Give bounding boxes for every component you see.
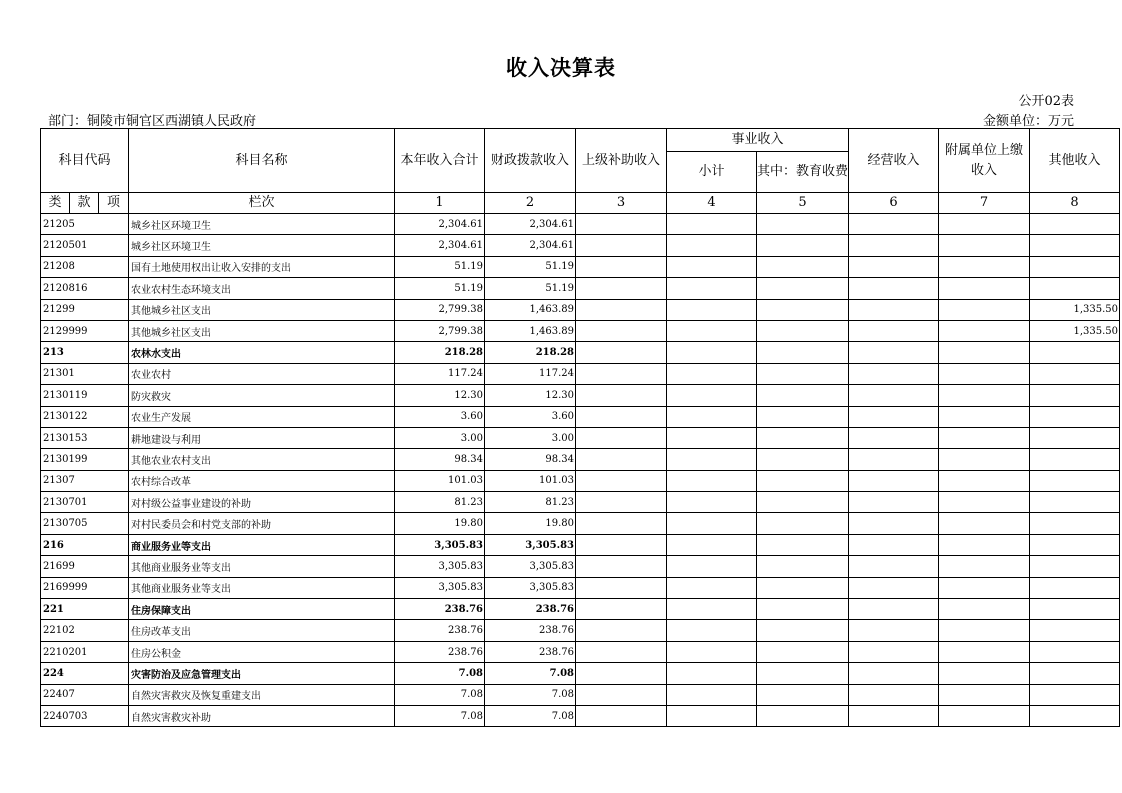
table-row — [41, 470, 1120, 491]
header-superior: 上级补助收入 — [576, 129, 667, 193]
cell-superior — [576, 256, 667, 277]
cell-education-fees — [757, 278, 849, 299]
table-row — [41, 492, 1120, 513]
cell-affiliated — [939, 342, 1030, 363]
table-row — [41, 320, 1120, 341]
cell-business-subtotal — [667, 299, 757, 320]
cell-code: 2120816 — [41, 278, 129, 299]
cell-other — [1030, 534, 1120, 555]
cell-business-subtotal — [667, 556, 757, 577]
cell-total: 3.60 — [395, 406, 485, 427]
cell-affiliated — [939, 641, 1030, 662]
cell-affiliated — [939, 427, 1030, 448]
cell-operating — [849, 342, 939, 363]
cell-operating — [849, 556, 939, 577]
cell-education-fees — [757, 256, 849, 277]
cell-other — [1030, 599, 1120, 620]
cell-name: 其他农业农村支出 — [129, 449, 395, 470]
cell-affiliated — [939, 214, 1030, 235]
cell-education-fees — [757, 684, 849, 705]
header-kuan: 款 — [70, 193, 99, 214]
table-row — [41, 705, 1120, 726]
cell-total: 7.08 — [395, 663, 485, 684]
cell-fiscal: 1,463.89 — [485, 299, 576, 320]
column-number: 6 — [849, 193, 939, 214]
table-row — [41, 214, 1120, 235]
cell-fiscal: 1,463.89 — [485, 320, 576, 341]
cell-name: 耕地建设与利用 — [129, 427, 395, 448]
cell-operating — [849, 256, 939, 277]
cell-business-subtotal — [667, 214, 757, 235]
table-row — [41, 256, 1120, 277]
cell-business-subtotal — [667, 577, 757, 598]
cell-superior — [576, 663, 667, 684]
header-column-order: 栏次 — [129, 193, 395, 214]
cell-superior — [576, 449, 667, 470]
cell-total: 2,304.61 — [395, 214, 485, 235]
cell-other — [1030, 513, 1120, 534]
cell-name: 住房公积金 — [129, 641, 395, 662]
table-row — [41, 449, 1120, 470]
cell-superior — [576, 492, 667, 513]
cell-operating — [849, 599, 939, 620]
cell-total: 3,305.83 — [395, 534, 485, 555]
cell-name: 农业生产发展 — [129, 406, 395, 427]
cell-operating — [849, 214, 939, 235]
cell-other — [1030, 705, 1120, 726]
cell-education-fees — [757, 620, 849, 641]
cell-superior — [576, 278, 667, 299]
table-row — [41, 342, 1120, 363]
cell-business-subtotal — [667, 513, 757, 534]
cell-code: 213 — [41, 342, 129, 363]
header-name: 科目名称 — [129, 129, 395, 193]
cell-other — [1030, 449, 1120, 470]
income-table — [40, 128, 1120, 727]
cell-operating — [849, 406, 939, 427]
cell-superior — [576, 705, 667, 726]
cell-business-subtotal — [667, 492, 757, 513]
cell-total: 19.80 — [395, 513, 485, 534]
cell-affiliated — [939, 299, 1030, 320]
cell-code: 21301 — [41, 363, 129, 384]
cell-business-subtotal — [667, 235, 757, 256]
cell-business-subtotal — [667, 320, 757, 341]
cell-fiscal: 98.34 — [485, 449, 576, 470]
cell-superior — [576, 342, 667, 363]
cell-total: 7.08 — [395, 684, 485, 705]
cell-fiscal: 51.19 — [485, 256, 576, 277]
cell-business-subtotal — [667, 470, 757, 491]
cell-name: 其他城乡社区支出 — [129, 299, 395, 320]
cell-total: 117.24 — [395, 363, 485, 384]
cell-name: 其他商业服务业等支出 — [129, 556, 395, 577]
header-education: 其中：教育收费 — [757, 152, 849, 193]
cell-other — [1030, 385, 1120, 406]
cell-affiliated — [939, 599, 1030, 620]
cell-business-subtotal — [667, 534, 757, 555]
header-lei: 类 — [41, 193, 70, 214]
cell-other — [1030, 363, 1120, 384]
cell-superior — [576, 684, 667, 705]
cell-code: 21205 — [41, 214, 129, 235]
table-row — [41, 278, 1120, 299]
cell-code: 2120501 — [41, 235, 129, 256]
cell-affiliated — [939, 577, 1030, 598]
cell-superior — [576, 406, 667, 427]
cell-superior — [576, 620, 667, 641]
cell-fiscal: 3,305.83 — [485, 556, 576, 577]
cell-fiscal: 12.30 — [485, 385, 576, 406]
table-row — [41, 235, 1120, 256]
cell-name: 住房改革支出 — [129, 620, 395, 641]
cell-fiscal: 2,304.61 — [485, 235, 576, 256]
cell-affiliated — [939, 663, 1030, 684]
table-row — [41, 641, 1120, 662]
cell-code: 22102 — [41, 620, 129, 641]
cell-code: 2130705 — [41, 513, 129, 534]
table-row — [41, 599, 1120, 620]
table-row — [41, 620, 1120, 641]
cell-fiscal: 117.24 — [485, 363, 576, 384]
cell-affiliated — [939, 705, 1030, 726]
table-row — [41, 534, 1120, 555]
cell-education-fees — [757, 299, 849, 320]
table-body — [41, 214, 1120, 727]
cell-other — [1030, 663, 1120, 684]
cell-other — [1030, 556, 1120, 577]
cell-education-fees — [757, 599, 849, 620]
cell-fiscal: 3.60 — [485, 406, 576, 427]
cell-fiscal: 3,305.83 — [485, 534, 576, 555]
cell-superior — [576, 363, 667, 384]
cell-superior — [576, 599, 667, 620]
cell-affiliated — [939, 235, 1030, 256]
cell-superior — [576, 385, 667, 406]
cell-code: 2169999 — [41, 577, 129, 598]
cell-total: 51.19 — [395, 278, 485, 299]
cell-affiliated — [939, 684, 1030, 705]
cell-superior — [576, 320, 667, 341]
cell-business-subtotal — [667, 599, 757, 620]
cell-education-fees — [757, 342, 849, 363]
cell-operating — [849, 513, 939, 534]
cell-other — [1030, 427, 1120, 448]
cell-affiliated — [939, 620, 1030, 641]
cell-other — [1030, 492, 1120, 513]
cell-business-subtotal — [667, 363, 757, 384]
cell-name: 城乡社区环境卫生 — [129, 235, 395, 256]
cell-code: 21208 — [41, 256, 129, 277]
cell-affiliated — [939, 492, 1030, 513]
cell-education-fees — [757, 641, 849, 662]
cell-education-fees — [757, 385, 849, 406]
table-row — [41, 427, 1120, 448]
page-title: 收入决算表 — [506, 55, 616, 80]
header-total: 本年收入合计 — [395, 129, 485, 193]
cell-affiliated — [939, 363, 1030, 384]
table-row — [41, 663, 1120, 684]
cell-operating — [849, 363, 939, 384]
cell-fiscal: 238.76 — [485, 620, 576, 641]
cell-business-subtotal — [667, 278, 757, 299]
cell-fiscal: 3.00 — [485, 427, 576, 448]
cell-fiscal: 7.08 — [485, 663, 576, 684]
cell-education-fees — [757, 556, 849, 577]
cell-name: 农业农村生态环境支出 — [129, 278, 395, 299]
cell-code: 2130153 — [41, 427, 129, 448]
cell-name: 灾害防治及应急管理支出 — [129, 663, 395, 684]
cell-business-subtotal — [667, 641, 757, 662]
cell-total: 238.76 — [395, 599, 485, 620]
column-number: 1 — [395, 193, 485, 214]
cell-other — [1030, 577, 1120, 598]
cell-other — [1030, 256, 1120, 277]
cell-code: 221 — [41, 599, 129, 620]
cell-education-fees — [757, 492, 849, 513]
amount-unit-label: 金额单位：万元 — [982, 114, 1074, 129]
cell-operating — [849, 235, 939, 256]
cell-name: 自然灾害救灾及恢复重建支出 — [129, 684, 395, 705]
table-row — [41, 684, 1120, 705]
cell-operating — [849, 705, 939, 726]
cell-other — [1030, 620, 1120, 641]
column-number: 5 — [757, 193, 849, 214]
cell-fiscal: 51.19 — [485, 278, 576, 299]
cell-business-subtotal — [667, 342, 757, 363]
cell-fiscal: 218.28 — [485, 342, 576, 363]
cell-name: 国有土地使用权出让收入安排的支出 — [129, 256, 395, 277]
cell-name: 其他城乡社区支出 — [129, 320, 395, 341]
cell-code: 2210201 — [41, 641, 129, 662]
cell-education-fees — [757, 663, 849, 684]
cell-operating — [849, 577, 939, 598]
cell-superior — [576, 641, 667, 662]
column-number: 8 — [1030, 193, 1120, 214]
column-number: 3 — [576, 193, 667, 214]
cell-education-fees — [757, 470, 849, 491]
cell-fiscal: 101.03 — [485, 470, 576, 491]
cell-education-fees — [757, 577, 849, 598]
cell-name: 自然灾害救灾补助 — [129, 705, 395, 726]
cell-name: 住房保障支出 — [129, 599, 395, 620]
cell-code: 2129999 — [41, 320, 129, 341]
table-row — [41, 513, 1120, 534]
cell-fiscal: 7.08 — [485, 705, 576, 726]
cell-affiliated — [939, 449, 1030, 470]
cell-code: 21299 — [41, 299, 129, 320]
cell-business-subtotal — [667, 449, 757, 470]
cell-affiliated — [939, 278, 1030, 299]
cell-code: 216 — [41, 534, 129, 555]
header-operating: 经营收入 — [849, 129, 939, 193]
cell-total: 2,799.38 — [395, 320, 485, 341]
table-row — [41, 299, 1120, 320]
column-number: 2 — [485, 193, 576, 214]
cell-code: 2130122 — [41, 406, 129, 427]
cell-education-fees — [757, 363, 849, 384]
cell-code: 22407 — [41, 684, 129, 705]
table-row — [41, 577, 1120, 598]
cell-affiliated — [939, 513, 1030, 534]
cell-operating — [849, 449, 939, 470]
table-number: 公开02表 — [1018, 94, 1074, 109]
cell-code: 2130119 — [41, 385, 129, 406]
cell-business-subtotal — [667, 385, 757, 406]
cell-name: 商业服务业等支出 — [129, 534, 395, 555]
cell-education-fees — [757, 320, 849, 341]
cell-operating — [849, 534, 939, 555]
cell-other — [1030, 214, 1120, 235]
cell-name: 农业农村 — [129, 363, 395, 384]
cell-total: 3.00 — [395, 427, 485, 448]
cell-affiliated — [939, 406, 1030, 427]
header-fiscal: 财政拨款收入 — [485, 129, 576, 193]
cell-other: 1,335.50 — [1030, 299, 1120, 320]
table-row — [41, 556, 1120, 577]
cell-superior — [576, 534, 667, 555]
cell-code: 2130199 — [41, 449, 129, 470]
cell-code: 224 — [41, 663, 129, 684]
header-subtotal: 小计 — [667, 152, 757, 193]
cell-education-fees — [757, 406, 849, 427]
header-code: 科目代码 — [41, 129, 129, 193]
cell-superior — [576, 235, 667, 256]
cell-affiliated — [939, 534, 1030, 555]
cell-total: 101.03 — [395, 470, 485, 491]
cell-fiscal: 238.76 — [485, 641, 576, 662]
cell-affiliated — [939, 385, 1030, 406]
cell-total: 238.76 — [395, 620, 485, 641]
cell-total: 3,305.83 — [395, 556, 485, 577]
cell-affiliated — [939, 256, 1030, 277]
cell-operating — [849, 320, 939, 341]
cell-education-fees — [757, 427, 849, 448]
cell-total: 238.76 — [395, 641, 485, 662]
cell-fiscal: 3,305.83 — [485, 577, 576, 598]
cell-code: 21307 — [41, 470, 129, 491]
cell-operating — [849, 663, 939, 684]
cell-business-subtotal — [667, 406, 757, 427]
cell-superior — [576, 513, 667, 534]
cell-fiscal: 2,304.61 — [485, 214, 576, 235]
cell-total: 81.23 — [395, 492, 485, 513]
header-other: 其他收入 — [1030, 129, 1120, 193]
cell-operating — [849, 470, 939, 491]
cell-total: 7.08 — [395, 705, 485, 726]
cell-total: 98.34 — [395, 449, 485, 470]
cell-superior — [576, 577, 667, 598]
department-label: 部门：铜陵市铜官区西湖镇人民政府 — [48, 114, 257, 129]
cell-superior — [576, 470, 667, 491]
header-xiang: 项 — [99, 193, 129, 214]
cell-other — [1030, 235, 1120, 256]
cell-other — [1030, 406, 1120, 427]
cell-name: 对村民委员会和村党支部的补助 — [129, 513, 395, 534]
cell-education-fees — [757, 214, 849, 235]
cell-total: 218.28 — [395, 342, 485, 363]
cell-business-subtotal — [667, 684, 757, 705]
cell-name: 其他商业服务业等支出 — [129, 577, 395, 598]
cell-total: 12.30 — [395, 385, 485, 406]
table-row — [41, 406, 1120, 427]
cell-name: 农村综合改革 — [129, 470, 395, 491]
header-business: 事业收入 — [667, 129, 849, 152]
cell-fiscal: 238.76 — [485, 599, 576, 620]
cell-operating — [849, 385, 939, 406]
cell-other: 1,335.50 — [1030, 320, 1120, 341]
cell-operating — [849, 684, 939, 705]
cell-other — [1030, 684, 1120, 705]
table-row — [41, 385, 1120, 406]
cell-other — [1030, 278, 1120, 299]
cell-operating — [849, 492, 939, 513]
cell-name: 城乡社区环境卫生 — [129, 214, 395, 235]
cell-code: 2130701 — [41, 492, 129, 513]
cell-name: 对村级公益事业建设的补助 — [129, 492, 395, 513]
cell-business-subtotal — [667, 256, 757, 277]
cell-business-subtotal — [667, 663, 757, 684]
cell-fiscal: 7.08 — [485, 684, 576, 705]
cell-business-subtotal — [667, 427, 757, 448]
cell-superior — [576, 299, 667, 320]
cell-affiliated — [939, 470, 1030, 491]
cell-affiliated — [939, 320, 1030, 341]
cell-total: 51.19 — [395, 256, 485, 277]
cell-other — [1030, 470, 1120, 491]
cell-total: 2,304.61 — [395, 235, 485, 256]
cell-other — [1030, 641, 1120, 662]
cell-name: 防灾救灾 — [129, 385, 395, 406]
cell-education-fees — [757, 513, 849, 534]
cell-education-fees — [757, 705, 849, 726]
cell-superior — [576, 214, 667, 235]
cell-total: 3,305.83 — [395, 577, 485, 598]
cell-education-fees — [757, 235, 849, 256]
cell-code: 2240703 — [41, 705, 129, 726]
column-number: 7 — [939, 193, 1030, 214]
cell-total: 2,799.38 — [395, 299, 485, 320]
table-row — [41, 363, 1120, 384]
cell-superior — [576, 556, 667, 577]
cell-code: 21699 — [41, 556, 129, 577]
cell-operating — [849, 278, 939, 299]
column-number: 4 — [667, 193, 757, 214]
cell-business-subtotal — [667, 705, 757, 726]
cell-operating — [849, 299, 939, 320]
header-affiliated: 附属单位上缴收入 — [939, 129, 1030, 193]
cell-education-fees — [757, 534, 849, 555]
cell-fiscal: 81.23 — [485, 492, 576, 513]
cell-other — [1030, 342, 1120, 363]
cell-business-subtotal — [667, 620, 757, 641]
cell-name: 农林水支出 — [129, 342, 395, 363]
cell-operating — [849, 620, 939, 641]
cell-operating — [849, 641, 939, 662]
cell-fiscal: 19.80 — [485, 513, 576, 534]
cell-superior — [576, 427, 667, 448]
cell-affiliated — [939, 556, 1030, 577]
cell-operating — [849, 427, 939, 448]
cell-education-fees — [757, 449, 849, 470]
